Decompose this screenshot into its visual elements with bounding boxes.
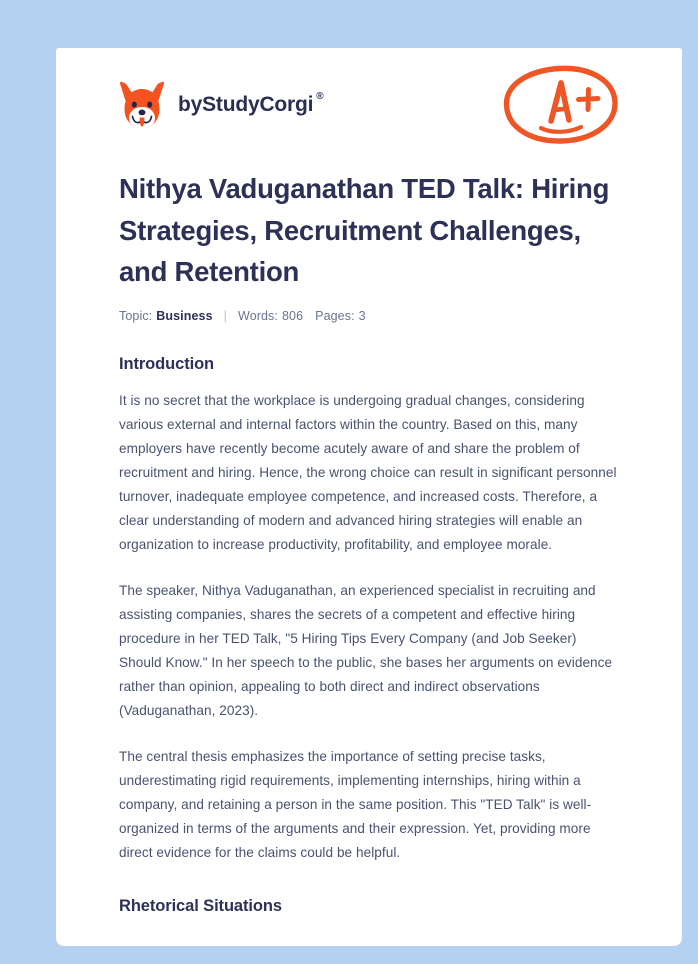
brand-header	[56, 48, 682, 160]
a-plus-badge-icon	[503, 63, 619, 145]
section-heading-introduction: Introduction	[119, 354, 215, 373]
paragraph: The speaker, Nithya Vaduganathan, an experienced specialist in recruiting and assisting companies, shares the secrets of a competent and effective hiring procedure in her TED Talk, "5 Hiring Tips Every Company (and Job Seeker) Should Know." In her speech to the public, she bases her arguments on evidence rather than opinion, appealing to both direct and indirect observations (Vaduganathan, 2023).	[119, 582, 613, 718]
registered-trademark-icon: ®	[316, 90, 324, 102]
document-page-sheet	[56, 48, 682, 946]
words-label: Words:	[238, 308, 278, 323]
brand-wordmark	[178, 90, 324, 116]
meta-separator: |	[223, 308, 228, 323]
brand-name: StudyCorgi	[202, 92, 314, 116]
paragraph: The central thesis emphasizes the importance of setting precise tasks, underestimating rigid requirements, implementing internships, hiring within a company, and retaining a person in the same position. This "TED Talk" is well-organized in terms of the arguments and their expression. Yet, providing more direct evidence for the claims could be helpful.	[119, 748, 592, 860]
page-title: Nithya Vaduganathan TED Talk: Hiring Strategies, Recruitment Challenges, and Retention	[119, 173, 610, 287]
pages-label: Pages:	[315, 308, 355, 323]
document-body	[56, 168, 682, 917]
paragraph: It is no secret that the workplace is undergoing gradual changes, considering various external and internal factors within the country. Based on this, many employers have recently become acutely aware of and share the problem of recruitment and hiring. Hence, the wrong choice can result in significant personnel turnover, inadequate employee competence, and increased costs. Therefore, a clear understanding of modern and advanced hiring strategies will enable an organization to increase productivity, profitability, and employee morale.	[119, 392, 617, 552]
title-block	[119, 168, 619, 293]
topic-value[interactable]: Business	[156, 308, 213, 323]
pages-value: 3	[358, 308, 366, 323]
studycorgi-brand-lockup[interactable]	[119, 79, 323, 129]
document-metadata	[119, 309, 619, 323]
section-heading-rhetorical-situations: Rhetorical Situations	[119, 896, 282, 915]
corgi-logo-icon	[119, 79, 165, 129]
words-value: 806	[281, 308, 304, 323]
brand-prefix: by	[178, 92, 203, 116]
topic-label: Topic:	[119, 308, 153, 323]
